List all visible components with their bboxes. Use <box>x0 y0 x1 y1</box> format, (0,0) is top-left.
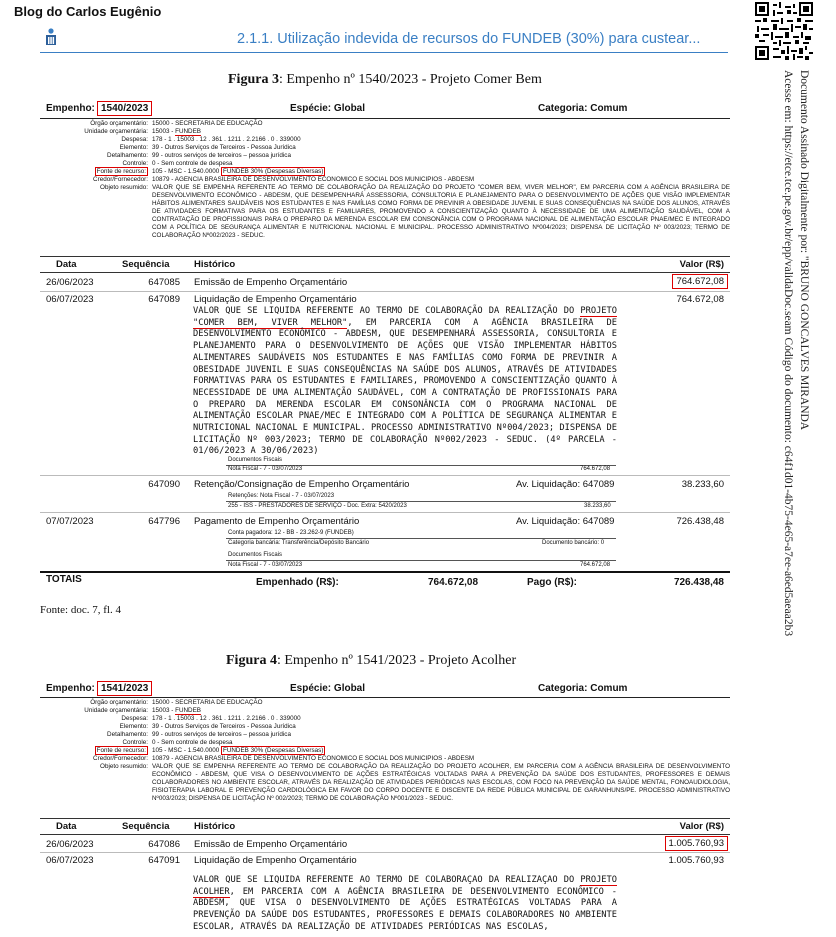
fonte-recurso-highlight: Fonte de recurso: <box>96 168 146 175</box>
meta-row <box>40 176 730 184</box>
project-name-highlight: PROJETO "COMER BEM, VIVER MELHOR" <box>193 306 617 328</box>
row-liquidacao-ref: Av. Liquidação: 647089 <box>516 516 615 527</box>
meta-value: 39 - Outros Serviços de Terceiros - Pessoa Jurídica <box>152 723 296 730</box>
figure4-caption-text: : Empenho nº 1541/2023 - Projeto Acolher <box>276 653 517 668</box>
digital-signature-stamp <box>780 70 812 636</box>
empenhado-label: Empenhado (R$): <box>256 577 339 588</box>
categoria-label: Categoria: Comum <box>538 103 628 114</box>
liquidacao-text-rest: , EM PARCERIA COM A AGÊNCIA BRASILEIRA DE DESENVOLVIMENTO ECONÔMICO - ABDESM, QUE DESEMPENHARÁ ASSESSORIA, CONSULTORIA E PLANEJAMENTO PARA O DESENVOLVIMENTO DE AÇÕES QUE VISÃO IMPLEMENTAR HÁBITOS ALIMENTARES SAUDÁVEIS NOS ESTUDANTES E NAS FAMÍLIAS COMO FORMA DE PREVINIR A OBESIDADE JUVENIL E SUAS CONSEQUÊNCIAS NA SAÚDE DOS ALUNOS, ATRAVÉS DE ATIVIDADES FORMATIVAS PARA OS ESTUDANTES E FAMILIARES, PROMOVENDO A CONSCIENTIZAÇÃO QUANTO À NECESSIDADE DE UMA ALIMENTAÇÃO SAUDÁVEL, COM A CONTRATAÇÃO DE PROFISSIONAIS PARA O PREPARO DA MERENDA ESCOLAR EM CONSONÂNCIA COM O PROGRAMA NACIONAL DE ALIMENTAÇÃO ESCOLAR PNAE/MEC E INTEGRADO COM A POLÍTICA DE SEGURANÇA ALIMENTAR E NUTRICIONAL NACIONAL E MUNICIPAL. PROCESSO ADMINISTRATIVO Nº004/2023; DISPENSA DE LICITAÇÃO Nº 003/2023; TERMO DE COLABORAÇÃO Nº002/2023 - SEDUC. (4º PARCELA - 01/06/2023 A 30/06/2023) <box>193 317 617 457</box>
row-seq: 647091 <box>148 855 180 866</box>
liquidacao-text-start: VALOR QUE SE LIQUIDA REFERENTE AO TERMO DE COLABORAÇÃO DA REALIZAÇÃO DO <box>193 306 581 316</box>
fonte-recurso-highlight: Fonte de recurso: <box>96 747 146 754</box>
col-sequencia: Sequência <box>122 259 170 270</box>
divider <box>40 256 730 257</box>
row-hist: Liquidação de Empenho Orçamentário <box>194 294 357 305</box>
empenhado-value: 764.672,08 <box>428 577 479 588</box>
iss-retencao: 255 - ISS - PRESTADORES DE SERVIÇO - Doc. Extra: 5420/2023 <box>228 503 407 509</box>
pago-value: 726.438,48 <box>673 577 724 588</box>
meta-row <box>40 715 730 723</box>
header-rule <box>40 52 728 53</box>
divider <box>40 475 730 476</box>
row-seq: 647089 <box>148 294 180 305</box>
meta-label: Elemento: <box>119 144 148 151</box>
fundeb-30-highlight: FUNDEB 30% (Despesas Diversas) <box>222 747 324 754</box>
fundeb-30-highlight: FUNDEB 30% (Despesas Diversas) <box>222 168 324 175</box>
divider <box>226 560 616 561</box>
liquidacao-text-start: VALOR QUE SE LIQUIDA REFERENTE AO TERMO DE COLABORAÇÃO DA REALIZAÇÃO DO <box>193 875 581 885</box>
figure3-metadata <box>40 120 730 240</box>
meta-value: 178 - 1 . 15003 . 12 . 361 . 1211 . 2.2166 . 0 . 339000 <box>152 136 301 143</box>
meta-label <box>40 168 152 176</box>
divider <box>40 118 730 119</box>
meta-label: Órgão orçamentário: <box>90 699 148 706</box>
meta-value <box>152 707 730 715</box>
nota-fiscal: Nota Fiscal - 7 - 03/07/2023 <box>228 466 303 472</box>
meta-row <box>40 747 730 755</box>
fundeb-highlight: FUNDEB <box>175 128 201 135</box>
empenho-label: Empenho: <box>46 683 95 694</box>
liquidacao-text <box>193 306 617 458</box>
divider <box>40 512 730 513</box>
meta-row-objeto <box>40 184 730 240</box>
row-valor: 1.005.760,93 <box>668 855 724 866</box>
categoria-bancaria: Categoria bancária: Transferência/Depósito Bancário <box>228 540 370 546</box>
retencoes-label: Retenções: Nota Fiscal - 7 - 03/07/2023 <box>228 493 335 499</box>
meta-label: Órgão orçamentário: <box>90 120 148 127</box>
documento-bancario: Documento bancário: 0 <box>542 540 605 546</box>
meta-value <box>152 128 730 136</box>
meta-label: Objeto resumido: <box>100 763 148 770</box>
meta-value: 178 - 1 . 15003 . 12 . 361 . 1211 . 2.2166 . 0 . 339000 <box>152 715 301 722</box>
empenho-number: 1540/2023 <box>97 101 152 116</box>
meta-value <box>152 168 730 176</box>
meta-label <box>40 747 152 755</box>
meta-label: Controle: <box>122 739 148 746</box>
meta-row <box>40 707 730 715</box>
meta-label: Despesa: <box>121 136 148 143</box>
document-heading: 2.1.1. Utilização indevida de recursos do FUNDEB (30%) para custear... <box>237 31 701 47</box>
row-hist: Emissão de Empenho Orçamentário <box>194 277 348 288</box>
meta-row <box>40 723 730 731</box>
row-liquidacao-ref: Av. Liquidação: 647089 <box>516 479 615 490</box>
figure4-empenho-bar <box>40 681 730 696</box>
divider <box>40 272 730 273</box>
row-valor: 726.438,48 <box>676 516 724 527</box>
col-historico: Histórico <box>194 821 236 832</box>
meta-value: 0 - Sem controle de despesa <box>152 739 233 746</box>
figure3-history-header <box>40 259 730 271</box>
row-valor-highlight: 1.005.760,93 <box>665 836 728 851</box>
row-hist: Liquidação de Empenho Orçamentário <box>194 855 357 866</box>
categoria-label: Categoria: Comum <box>538 683 628 694</box>
col-sequencia: Sequência <box>122 821 170 832</box>
meta-label: Elemento: <box>119 723 148 730</box>
meta-row-objeto <box>40 763 730 803</box>
documentos-fiscais-label: Documentos Fiscais <box>228 457 283 463</box>
nota-fiscal-valor: 764.672,08 <box>580 466 611 472</box>
figure4-history-header <box>40 821 730 833</box>
nota-fiscal: Nota Fiscal - 7 - 03/07/2023 <box>228 562 303 568</box>
row-seq: 647090 <box>148 479 180 490</box>
col-valor: Valor (R$) <box>679 259 724 270</box>
liquidacao-text <box>193 875 617 935</box>
conta-pagadora: Conta pagadora: 12 - BB - 23.262-9 (FUNDEB) <box>228 530 354 536</box>
liquidacao-text-rest: , EM PARCERIA COM A AGÊNCIA BRASILEIRA DE DESENVOLVIMENTO ECONÔMICO - ABDESM, QUE VISA O DESENVOLVIMENTO DE AÇÕES ESTRATÉGICAS VOLTADAS PARA A PREVENÇÃO DA SAÚDE DOS ESTUDANTES, PROFESSORES E DEMAIS COLABORADORES NO AMBIENTE ESCOLAR, ATRAVÉS DA REALIZAÇÃO DE ATIVIDADES PERIÓDICAS NAS ESCOLAS, <box>193 886 617 932</box>
totals-label: TOTAIS <box>46 574 82 585</box>
meta-label: Controle: <box>122 160 148 167</box>
meta-value: 99 - outros serviços de terceiros – pessoa jurídica <box>152 152 291 159</box>
figure4-metadata <box>40 699 730 803</box>
row-valor-highlight: 764.672,08 <box>672 274 728 289</box>
objeto-text: VALOR QUE SE EMPENHA REFERENTE AO TERMO DE COLABORAÇÃO DA REALIZAÇÃO DO PROJETO "COMER BEM, VIVER MELHOR", EM PARCERIA COM A AGÊNCIA BRASILEIRA DE DESENVOLVIMENTO ECONÔMICO - ABDESM, QUE DESEMPENHARÁ ASSESSORIA, CONSULTORIA E PLANEJAMENTO PARA O DESENVOLVIMENTO DE AÇÕES QUE VISÃO IMPLEMENTAR HÁBITOS ALIMENTARES SAUDÁVEIS NOS ESTUDANTES E NAS FAMÍLIAS COMO FORMA DE PREVINIR A OBESIDADE JUVENIL E SUAS CONSEQUÊNCIAS NA SAÚDE DOS ALUNOS, ATRAVÉS DE ATIVIDADES FORMATIVAS PARA OS ESTUDANTES E FAMILIARES, PROMOVENDO A CONSCIENTIZAÇÃO QUANTO À NECESSIDADE DE UMA ALIMENTAÇÃO SAUDÁVEL, COM A CONTRATAÇÃO DE PROFISSIONAIS PARA O PREPARO DA MERENDA ESCOLAR EM CONSONÂNCIA COM O PROGRAMA NACIONAL DE ALIMENTAÇÃO ESCOLAR PNAE/MEC E INTEGRADO COM A POLÍTICA DE SEGURANÇA ALIMENTAR E NUTRICIONAL NACIONAL E MUNICIPAL. PROCESSO ADMINISTRATIVO Nº004/2023; DISPENSA DE LICITAÇÃO Nº 003/2023; TERMO DE COLABORAÇÃO Nº002/2023 - SEDUC. <box>152 184 730 239</box>
meta-label: Unidade orçamentária: <box>84 707 148 714</box>
blog-title: Blog do Carlos Eugênio <box>14 4 162 19</box>
meta-row <box>40 144 730 152</box>
row-date: 06/07/2023 <box>46 294 94 305</box>
meta-prefix: 15003 - <box>152 707 176 714</box>
meta-label: Credor/Fornecedor: <box>93 176 148 183</box>
documentos-fiscais-label: Documentos Fiscais <box>228 552 283 558</box>
empenho-number: 1541/2023 <box>97 681 152 696</box>
meta-prefix: 105 - MSC - 1.540.0000 <box>152 747 221 754</box>
tce-logo-icon <box>44 28 58 46</box>
row-date: 06/07/2023 <box>46 855 94 866</box>
row-date: 26/06/2023 <box>46 839 94 850</box>
figure3-totals <box>40 574 730 590</box>
row-valor: 764.672,08 <box>676 294 724 305</box>
row-hist: Emissão de Empenho Orçamentário <box>194 839 348 850</box>
divider <box>40 818 730 819</box>
meta-prefix: 15003 - <box>152 128 176 135</box>
meta-label: Despesa: <box>121 715 148 722</box>
row-valor: 38.233,60 <box>681 479 724 490</box>
col-data: Data <box>56 821 77 832</box>
especie-label: Espécie: Global <box>290 103 366 114</box>
iss-valor: 38.233,60 <box>584 503 611 509</box>
meta-value <box>152 747 730 755</box>
project-name-highlight: PROJETO ACOLHER <box>193 875 617 897</box>
meta-row <box>40 755 730 763</box>
col-valor: Valor (R$) <box>679 821 724 832</box>
col-data: Data <box>56 259 77 270</box>
meta-row <box>40 136 730 144</box>
row-date: 26/06/2023 <box>46 277 94 288</box>
meta-row <box>40 168 730 176</box>
row-hist: Pagamento de Empenho Orçamentário <box>194 516 360 527</box>
meta-label: Unidade orçamentária: <box>84 128 148 135</box>
meta-row <box>40 128 730 136</box>
meta-label: Detalhamento: <box>107 152 148 159</box>
pago-label: Pago (R$): <box>527 577 577 588</box>
meta-label: Credor/Fornecedor: <box>93 755 148 762</box>
especie-label: Espécie: Global <box>290 683 366 694</box>
signature-line: Documento Assinado Digitalmente por: "BRUNO GONCALVES MIRANDA <box>798 70 810 431</box>
source-note: Fonte: doc. 7, fl. 4 <box>40 604 121 616</box>
divider <box>40 571 730 573</box>
meta-row <box>40 699 730 707</box>
divider <box>40 852 730 853</box>
validation-line: Acesse em: https://etce.tce.pe.gov.br/epp/validaDoc.seam Código do documento: c64f1d01-4b75-4e65-a7ee-a6ed5aeaa2b3 <box>782 70 794 637</box>
row-date: 07/07/2023 <box>46 516 94 527</box>
divider <box>40 291 730 292</box>
meta-value: 99 - outros serviços de terceiros – pessoa jurídica <box>152 731 291 738</box>
meta-value: 15000 - SECRETARIA DE EDUCAÇÃO <box>152 120 263 127</box>
divider <box>226 538 616 539</box>
figure3-caption-text: : Empenho nº 1540/2023 - Projeto Comer Bem <box>278 72 542 87</box>
figure3-empenho-bar <box>40 101 730 116</box>
meta-value: 39 - Outros Serviços de Terceiros - Pessoa Jurídica <box>152 144 296 151</box>
divider <box>40 697 730 698</box>
divider <box>40 834 730 835</box>
meta-value: 10879 - AGENCIA BRASILEIRA DE DESENVOLVIMENTO ECONOMICO E SOCIAL DOS MUNICIPIOS - ABDESM <box>152 755 475 762</box>
objeto-text: VALOR QUE SE EMPENHA REFERENTE AO TERMO DE COLABORAÇÃO DA REALIZAÇÃO DO PROJETO ACOLHER, EM PARCERIA COM A AGÊNCIA BRASILEIRA DE DESENVOLVIMENTO ECONÔMICO - ABDESM, QUE VISA O DESENVOLVIMENTO DE AÇÕES ESTRATÉGICAS VOLTADAS PARA A PREVENÇÃO DA SAÚDE DOS ESTUDANTES, PROFESSORES E DEMAIS COLABORADORES NO AMBIENTE ESCOLAR, ATRAVÉS DA REALIZAÇÃO DE ATIVIDADES PERIÓDICAS NAS ESCOLAS, COM FOCO NA PREVENÇÃO DA SAÚDE MENTAL, FONOAUDIOLOGIA, FISIOTERAPIA LABORAL E PREVENÇÃO CARDIOLÓGICA EM FAVOR DO CORPO DOCENTE E DISCENTE DA REDE PÚBLICA MUNICIPAL DE GARANHUNS/PE. PROCESSO ADMINISTRATIVO Nº003/2023; DISPENSA DE LICITAÇÃO Nº 002/2023; TERMO DE COLABORAÇÃO Nº001/2023 - SEDUC. <box>152 763 730 802</box>
nota-fiscal-valor: 764.672,08 <box>580 562 611 568</box>
row-seq: 647796 <box>148 516 180 527</box>
meta-row <box>40 120 730 128</box>
figure4-caption-prefix: Figura 4 <box>226 653 277 668</box>
fundeb-highlight: FUNDEB <box>175 707 201 714</box>
figure4-caption <box>226 653 516 669</box>
row-seq: 647085 <box>148 277 180 288</box>
meta-value: 15000 - SECRETARIA DE EDUCAÇÃO <box>152 699 263 706</box>
qr-code-icon <box>752 2 816 60</box>
figure3-caption-prefix: Figura 3 <box>228 72 279 87</box>
empenho-label: Empenho: <box>46 103 95 114</box>
col-historico: Histórico <box>194 259 236 270</box>
meta-label: Objeto resumido: <box>100 184 148 191</box>
row-seq: 647086 <box>148 839 180 850</box>
figure3-caption <box>228 72 542 88</box>
meta-value: 0 - Sem controle de despesa <box>152 160 233 167</box>
divider <box>226 501 616 502</box>
meta-value: 10879 - AGENCIA BRASILEIRA DE DESENVOLVIMENTO ECONOMICO E SOCIAL DOS MUNICIPIOS - ABDESM <box>152 176 475 183</box>
meta-row <box>40 731 730 739</box>
meta-label: Detalhamento: <box>107 731 148 738</box>
meta-prefix: 105 - MSC - 1.540.0000 <box>152 168 221 175</box>
row-hist: Retenção/Consignação de Empenho Orçamentário <box>194 479 410 490</box>
meta-row <box>40 152 730 160</box>
